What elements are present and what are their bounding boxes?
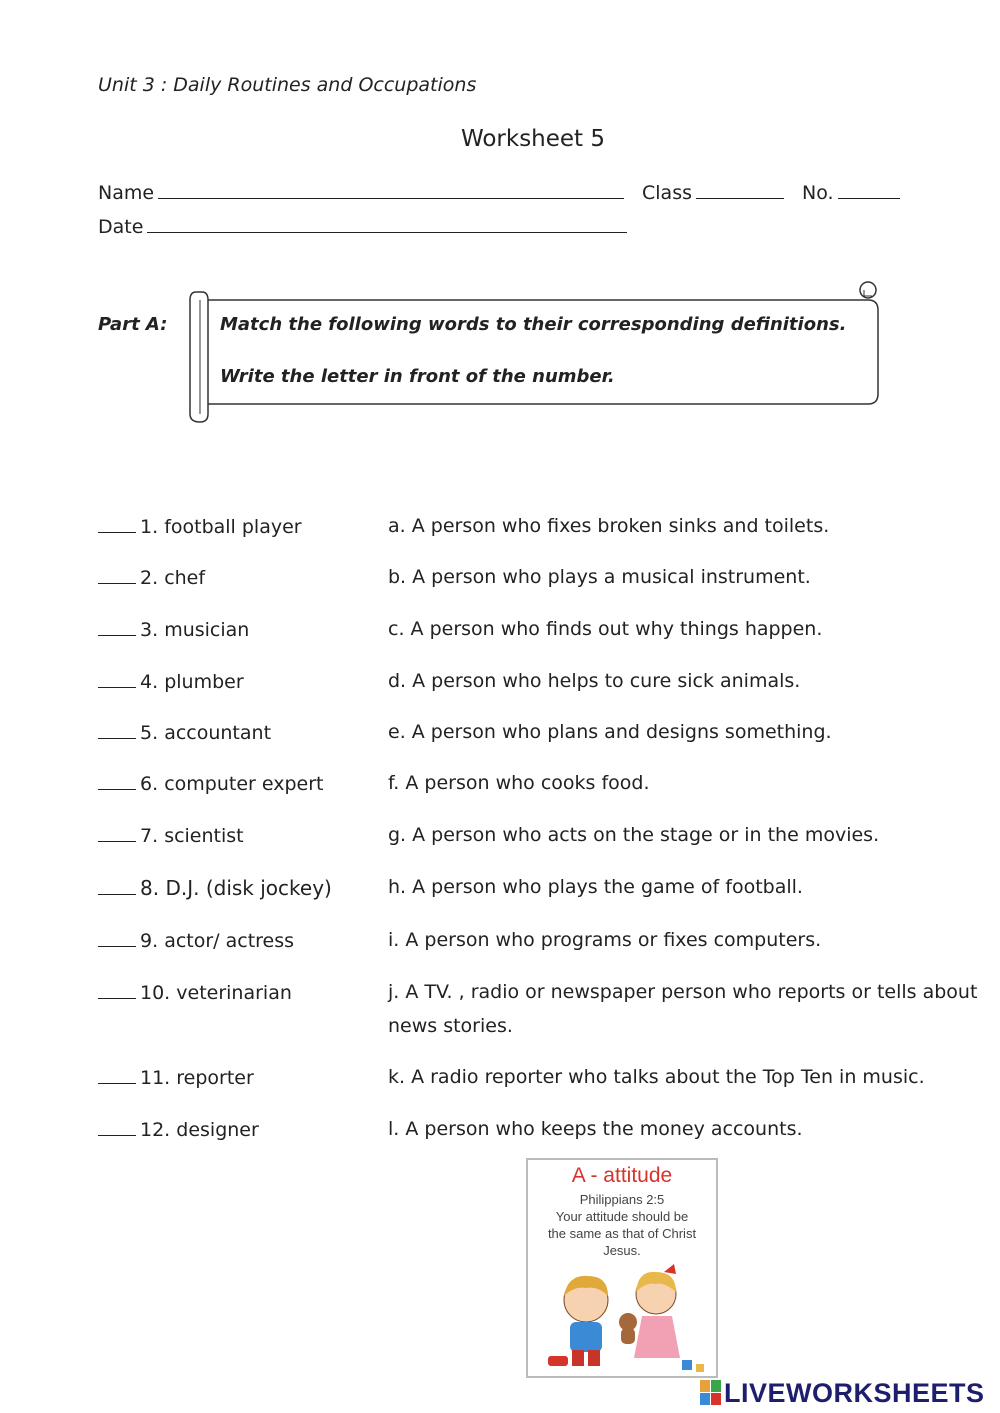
definition-d: d. A person who helps to cure sick animals. (388, 670, 801, 692)
answer-blank[interactable] (98, 567, 136, 584)
name-field (98, 180, 624, 204)
definition-i: i. A person who programs or fixes computers. (388, 929, 822, 951)
answer-blank[interactable] (98, 671, 136, 688)
class-input-line[interactable] (696, 180, 784, 199)
picture-heading: A - attitude (571, 1164, 673, 1187)
item-row-2: 2. chef (98, 567, 205, 589)
item-row-1: 1. football player (98, 516, 302, 538)
picture-verse-1: Your attitude should be (555, 1209, 689, 1224)
children-illustration (528, 1260, 716, 1374)
item-row-9: 9. actor/ actress (98, 930, 294, 952)
definition-h: h. A person who plays the game of football. (388, 876, 803, 898)
item-row-5: 5. accountant (98, 722, 271, 744)
date-input-line[interactable] (147, 214, 627, 233)
item-row-11: 11. reporter (98, 1067, 254, 1089)
answer-blank[interactable] (98, 878, 136, 895)
date-label: Date (98, 216, 144, 238)
picture-verse-2: the same as that of Christ (547, 1226, 697, 1241)
scroll-banner (180, 280, 880, 425)
definition-e: e. A person who plans and designs something. (388, 721, 832, 743)
item-row-12: 12. designer (98, 1119, 259, 1141)
answer-blank[interactable] (98, 619, 136, 636)
item-row-4: 4. plumber (98, 671, 244, 693)
name-input-line[interactable] (158, 180, 624, 199)
answer-blank[interactable] (98, 825, 136, 842)
definition-l: l. A person who keeps the money accounts. (388, 1118, 803, 1140)
no-label: No. (802, 182, 834, 204)
answer-blank[interactable] (98, 1119, 136, 1136)
definition-k: k. A radio reporter who talks about the Top Ten in music. (388, 1066, 925, 1088)
class-label: Class (642, 182, 692, 204)
picture-verse-3: Jesus. (603, 1243, 641, 1258)
attitude-picture (526, 1158, 718, 1378)
item-row-8: 8. D.J. (disk jockey) (98, 876, 332, 900)
item-row-3: 3. musician (98, 619, 249, 641)
number-field (802, 180, 900, 204)
liveworksheets-logo: LIVEWORKSHEETS (724, 1378, 985, 1408)
item-row-6: 6. computer expert (98, 773, 323, 795)
name-label: Name (98, 182, 155, 204)
answer-blank[interactable] (98, 982, 136, 999)
answer-blank[interactable] (98, 516, 136, 533)
part-a-label: Part A: (98, 314, 168, 335)
answer-blank[interactable] (98, 722, 136, 739)
instruction-line-2: Write the letter in front of the number. (220, 366, 615, 387)
item-row-7: 7. scientist (98, 825, 244, 847)
answer-blank[interactable] (98, 773, 136, 790)
definition-j: j. A TV. , radio or newspaper person who reports or tells about news stories. (388, 981, 978, 1037)
no-input-line[interactable] (838, 180, 900, 199)
picture-reference: Philippians 2:5 (579, 1192, 665, 1207)
item-row-10: 10. veterinarian (98, 982, 292, 1004)
worksheet-title: Worksheet 5 (460, 126, 606, 152)
definition-g: g. A person who acts on the stage or in the movies. (388, 824, 880, 846)
unit-heading: Unit 3 : Daily Routines and Occupations (98, 74, 477, 96)
definition-b: b. A person who plays a musical instrument. (388, 566, 811, 588)
definition-c: c. A person who finds out why things happen. (388, 618, 823, 640)
instruction-line-1: Match the following words to their corresponding definitions. (220, 314, 847, 335)
definition-f: f. A person who cooks food. (388, 772, 650, 794)
class-field (642, 180, 784, 204)
definition-a: a. A person who fixes broken sinks and toilets. (388, 515, 830, 537)
date-field (98, 214, 627, 238)
answer-blank[interactable] (98, 1067, 136, 1084)
liveworksheets-mark-icon (700, 1380, 722, 1406)
answer-blank[interactable] (98, 930, 136, 947)
